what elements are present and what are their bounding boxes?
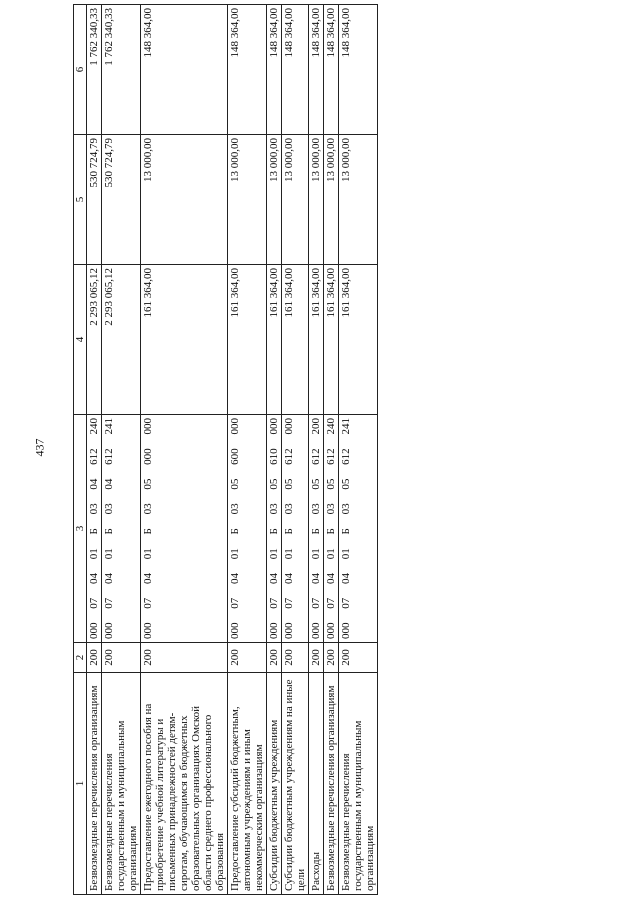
code-part: Б (310, 528, 322, 535)
code-part: 000 (325, 622, 337, 639)
row-name: Субсидии бюджетным учреждениям на иные цели (282, 673, 309, 895)
row-classification-code (228, 415, 267, 643)
row-admin-code: 200 (87, 643, 102, 673)
row-classification-code (339, 415, 378, 643)
code-part: 000 (268, 418, 280, 435)
row-value-6: 148 364,00 (324, 5, 339, 135)
code-part: 05 (325, 478, 337, 490)
classification-code-parts (340, 418, 352, 639)
row-value-4: 161 364,00 (141, 265, 228, 415)
row-value-5: 13 000,00 (324, 135, 339, 265)
row-value-5: 13 000,00 (309, 135, 324, 265)
code-part: 03 (310, 503, 322, 515)
row-classification-code (102, 415, 141, 643)
row-admin-code: 200 (102, 643, 141, 673)
row-value-4: 161 364,00 (339, 265, 378, 415)
code-part: 600 (229, 448, 241, 465)
table-row (267, 5, 282, 895)
row-admin-code: 200 (309, 643, 324, 673)
code-part: 05 (142, 478, 154, 490)
code-part: 04 (325, 572, 337, 584)
code-part: 01 (142, 548, 154, 560)
code-part: 04 (268, 572, 280, 584)
row-value-4: 161 364,00 (309, 265, 324, 415)
code-part: 03 (268, 503, 280, 515)
row-admin-code: 200 (228, 643, 267, 673)
row-admin-code: 200 (282, 643, 309, 673)
code-part: 07 (103, 597, 115, 609)
code-part: 241 (103, 418, 115, 435)
row-classification-code (141, 415, 228, 643)
code-part: 03 (283, 503, 295, 515)
row-value-5: 530 724,79 (102, 135, 141, 265)
row-value-4: 2 293 065,12 (87, 265, 102, 415)
code-part: 612 (88, 448, 100, 465)
code-part: 240 (325, 418, 337, 435)
row-value-5: 13 000,00 (228, 135, 267, 265)
code-part: 000 (142, 418, 154, 435)
code-part: 01 (325, 548, 337, 560)
code-part: 000 (229, 418, 241, 435)
code-part: 03 (229, 503, 241, 515)
budget-table (73, 4, 378, 895)
code-part: Б (229, 528, 241, 535)
rotated-table-container (73, 5, 378, 895)
table-row (339, 5, 378, 895)
code-part: 05 (340, 478, 352, 490)
table-row (102, 5, 141, 895)
code-part: 04 (229, 572, 241, 584)
row-value-6: 148 364,00 (309, 5, 324, 135)
row-value-4: 161 364,00 (324, 265, 339, 415)
row-classification-code (324, 415, 339, 643)
row-classification-code (309, 415, 324, 643)
header-cell-6: 6 (74, 5, 87, 135)
code-part: 03 (340, 503, 352, 515)
row-value-5: 13 000,00 (267, 135, 282, 265)
code-part: 05 (283, 478, 295, 490)
code-part: 04 (310, 572, 322, 584)
code-part: 07 (88, 597, 100, 609)
row-value-5: 13 000,00 (141, 135, 228, 265)
code-part: 07 (229, 597, 241, 609)
row-classification-code (87, 415, 102, 643)
code-part: 07 (340, 597, 352, 609)
code-part: 07 (325, 597, 337, 609)
code-part: 04 (88, 478, 100, 490)
row-value-6: 148 364,00 (267, 5, 282, 135)
code-part: 610 (268, 448, 280, 465)
row-admin-code: 200 (339, 643, 378, 673)
code-part: 01 (268, 548, 280, 560)
code-part: 000 (103, 622, 115, 639)
code-part: 05 (310, 478, 322, 490)
classification-code-parts (325, 418, 337, 639)
code-part: 01 (103, 548, 115, 560)
classification-code-parts (88, 418, 100, 639)
code-part: 07 (268, 597, 280, 609)
code-part: 04 (142, 572, 154, 584)
code-part: 07 (310, 597, 322, 609)
table-row (324, 5, 339, 895)
code-part: 03 (88, 503, 100, 515)
classification-code-parts (310, 418, 322, 639)
code-part: Б (103, 528, 115, 535)
header-cell-2: 2 (74, 643, 87, 673)
code-part: Б (340, 528, 352, 535)
code-part: 000 (142, 448, 154, 465)
table-row (141, 5, 228, 895)
row-admin-code: 200 (141, 643, 228, 673)
row-name: Безвозмездные перечисления государственным и муниципальным организациям (339, 673, 378, 895)
row-name: Расходы (309, 673, 324, 895)
code-part: 01 (283, 548, 295, 560)
table-row (228, 5, 267, 895)
table-row (282, 5, 309, 895)
code-part: 01 (229, 548, 241, 560)
code-part: 07 (142, 597, 154, 609)
code-part: 04 (103, 478, 115, 490)
row-classification-code (282, 415, 309, 643)
code-part: 612 (283, 448, 295, 465)
classification-code-parts (103, 418, 115, 639)
row-value-4: 161 364,00 (228, 265, 267, 415)
code-part: 612 (103, 448, 115, 465)
row-value-6: 1 762 340,33 (102, 5, 141, 135)
row-value-5: 530 724,79 (87, 135, 102, 265)
code-part: 200 (310, 418, 322, 435)
header-row (74, 5, 87, 895)
row-value-6: 148 364,00 (141, 5, 228, 135)
code-part: Б (88, 528, 100, 535)
code-part: 07 (283, 597, 295, 609)
row-name: Безвозмездные перечисления организациям (87, 673, 102, 895)
table-row (87, 5, 102, 895)
code-part: 000 (268, 622, 280, 639)
code-part: 000 (229, 622, 241, 639)
header-cell-4: 4 (74, 265, 87, 415)
row-name: Безвозмездные перечисления организациям (324, 673, 339, 895)
header-cell-1: 1 (74, 673, 87, 895)
code-part: Б (268, 528, 280, 535)
row-value-6: 148 364,00 (282, 5, 309, 135)
code-part: Б (325, 528, 337, 535)
code-part: 03 (142, 503, 154, 515)
row-value-4: 2 293 065,12 (102, 265, 141, 415)
header-cell-5: 5 (74, 135, 87, 265)
row-name: Безвозмездные перечисления государственным и муниципальным организациям (102, 673, 141, 895)
row-name: Предоставление ежегодного пособия на приобретение учебной литературы и письменных принадлежностей детям-сиротам, обучающимся в бюджетных образовательных организациях Омской области среднего профессионального образования (141, 673, 228, 895)
code-part: 01 (88, 548, 100, 560)
row-name: Предоставление субсидий бюджетным, автономным учреждениям и иным некоммерческим организациям (228, 673, 267, 895)
code-part: 05 (229, 478, 241, 490)
code-part: 000 (88, 622, 100, 639)
code-part: 04 (283, 572, 295, 584)
code-part: 612 (340, 448, 352, 465)
code-part: Б (283, 528, 295, 535)
code-part: 03 (103, 503, 115, 515)
row-classification-code (267, 415, 282, 643)
code-part: 240 (88, 418, 100, 435)
code-part: 04 (88, 572, 100, 584)
header-cell-3: 3 (74, 415, 87, 643)
row-admin-code: 200 (324, 643, 339, 673)
code-part: Б (142, 528, 154, 535)
classification-code-parts (229, 418, 241, 639)
row-value-5: 13 000,00 (282, 135, 309, 265)
code-part: 000 (283, 418, 295, 435)
row-admin-code: 200 (267, 643, 282, 673)
classification-code-parts (283, 418, 295, 639)
code-part: 04 (340, 572, 352, 584)
code-part: 01 (340, 548, 352, 560)
code-part: 03 (325, 503, 337, 515)
row-value-5: 13 000,00 (339, 135, 378, 265)
code-part: 000 (340, 622, 352, 639)
code-part: 612 (325, 448, 337, 465)
classification-code-parts (268, 418, 280, 639)
row-value-6: 148 364,00 (228, 5, 267, 135)
row-value-4: 161 364,00 (282, 265, 309, 415)
code-part: 000 (310, 622, 322, 639)
row-value-4: 161 364,00 (267, 265, 282, 415)
row-name: Субсидии бюджетным учреждениям (267, 673, 282, 895)
row-value-6: 148 364,00 (339, 5, 378, 135)
table-row (309, 5, 324, 895)
code-part: 612 (310, 448, 322, 465)
row-value-6: 1 762 340,33 (87, 5, 102, 135)
code-part: 05 (268, 478, 280, 490)
page-number: 437 (32, 438, 47, 457)
classification-code-parts (142, 418, 154, 639)
code-part: 01 (310, 548, 322, 560)
code-part: 000 (283, 622, 295, 639)
code-part: 000 (142, 622, 154, 639)
code-part: 241 (340, 418, 352, 435)
code-part: 04 (103, 572, 115, 584)
